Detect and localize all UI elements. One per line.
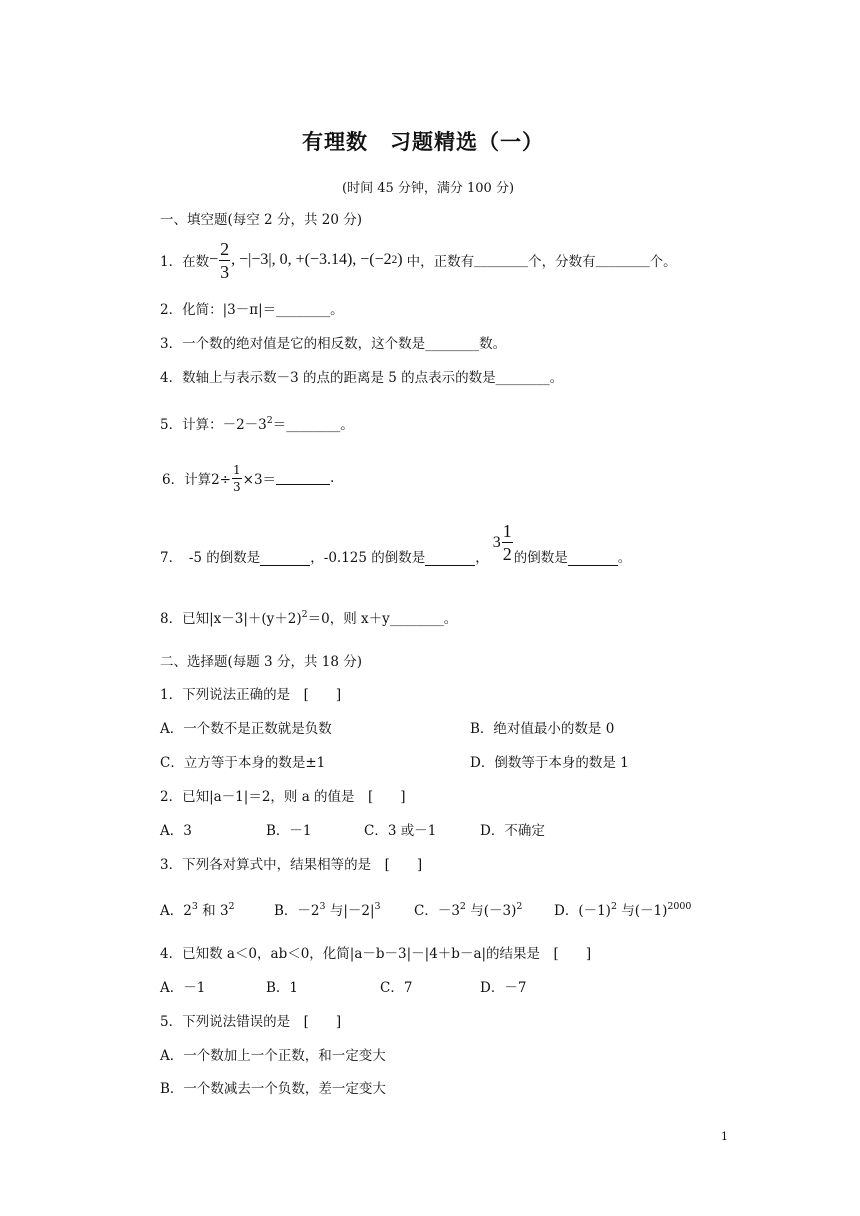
s1-q1-blank2[interactable]: ________ [595, 252, 650, 268]
s1-q8-exp: 2 [301, 609, 308, 620]
s2-q1-stem: 1．下列说法正确的是 [ ] [160, 687, 342, 703]
s2-q3-c-base: C．－3 [414, 903, 460, 919]
s2-q2-option-a[interactable]: A．3 [160, 823, 192, 839]
s1-q5-exp: 2 [266, 415, 273, 426]
s1-q7-mixed-number [493, 522, 514, 563]
s2-q2-option-d[interactable]: D．不确定 [480, 823, 545, 839]
s1-q8-a: 8．已知|x－3|＋(y＋2) [160, 611, 302, 627]
s2-q1-option-d[interactable]: D．倒数等于本身的数是 1 [470, 755, 629, 771]
s2-q3-c-exp2: 2 [516, 901, 523, 912]
s2-q5-stem: 5．下列说法错误的是 [ ] [160, 1014, 342, 1030]
s2-q3-c-rest: 与(－3) [465, 903, 517, 919]
s1-q7-blank3[interactable] [568, 553, 618, 566]
s2-q3-d-rest: 与(－1) [616, 903, 668, 919]
s1-q7-c: ， [475, 550, 489, 566]
s1-q7-e: 。 [617, 550, 632, 566]
s2-q4-option-a[interactable]: A．－1 [160, 980, 206, 996]
page-title: 有理数 习题精选（一） [302, 129, 544, 154]
s2-q4-option-c[interactable]: C．7 [380, 980, 413, 996]
s1-q1-fraction [219, 240, 230, 281]
s1-q7-frac-den: 2 [502, 544, 512, 564]
s1-q1-frac-den: 3 [220, 261, 230, 282]
s1-q6-blank[interactable] [276, 472, 330, 485]
s1-q1-text1: 中，正数有 [406, 254, 475, 270]
s2-q3-a-rest: 和 3 [197, 903, 229, 919]
s1-q1-frac-num: 2 [220, 238, 230, 259]
s1-q8-b: ＝0，则 x＋y________。 [307, 611, 458, 627]
s1-q6-rest: ×3＝ [242, 472, 277, 488]
s2-q5-option-a[interactable]: A．一个数加上一个正数，和一定变大 [160, 1048, 386, 1064]
s2-q1-option-a[interactable]: A．一个数不是正数就是负数 [160, 721, 332, 737]
s1-q6-frac-den: 3 [233, 479, 241, 494]
s1-q7-d: 的倒数是 [513, 550, 568, 566]
s1-q7-blank1[interactable] [260, 553, 310, 566]
s2-q3-option-d[interactable] [554, 899, 691, 919]
section1-header: 一、填空题(每空 2 分，共 20 分) [160, 212, 362, 228]
s2-q3-d-base: D．(－1) [554, 903, 611, 919]
s2-q3-d-exp2: 2000 [667, 901, 692, 912]
s1-q7-blank2[interactable] [425, 553, 475, 566]
s2-q3-b-base: B．－2 [274, 903, 320, 919]
s1-q1-text3: 个。 [649, 254, 677, 270]
s2-q3-a-exp2: 2 [228, 901, 235, 912]
s2-q2-stem: 2．已知|a－1|＝2，则 a 的值是 [ ] [160, 789, 406, 805]
s1-q8 [160, 607, 457, 627]
s1-q1-math-rest: , −|−3|, 0, +(−3.14), −(−2 [231, 251, 392, 268]
s1-q6 [162, 458, 334, 498]
s2-q4-option-b[interactable]: B．1 [266, 980, 299, 996]
s2-q4-option-d[interactable]: D．－7 [480, 980, 527, 996]
s1-q7 [160, 522, 631, 570]
s2-q3-c-exp1: 2 [459, 901, 466, 912]
s1-q7-a: 7． -5 的倒数是 [160, 550, 261, 566]
s2-q5-option-b[interactable]: B．一个数减去一个负数，差一定变大 [160, 1081, 386, 1097]
s1-q1-math-close: ) [397, 251, 403, 268]
s2-q3-option-c[interactable] [414, 899, 522, 919]
s1-q1-blank1[interactable]: ________ [474, 252, 529, 268]
s2-q2-option-c[interactable]: C．3 或－1 [364, 823, 437, 839]
page-subtitle: (时间 45 分钟，满分 100 分) [342, 181, 515, 196]
s1-q7-frac-num: 1 [502, 521, 512, 541]
s1-q6-frac-num: 1 [233, 462, 241, 477]
s2-q3-b-rest: 与|－2| [325, 903, 375, 919]
s1-q5 [160, 413, 354, 433]
s1-q7-b: ，-0.125 的倒数是 [310, 550, 426, 566]
s2-q3-b-exp1: 3 [319, 901, 326, 912]
s2-q3-option-a[interactable] [160, 899, 235, 919]
page-number: 1 [721, 1130, 728, 1143]
s1-q5-b: ＝________。 [272, 417, 354, 433]
s1-q1-text2: 个，分数有 [528, 254, 596, 270]
s1-q1-lead: 1．在数 [160, 254, 210, 270]
s1-q6-end: . [330, 470, 335, 486]
s1-q7-whole: 3 [492, 533, 501, 551]
s1-q2: 2．化简：|3－π|＝________。 [160, 302, 344, 318]
s2-q2-option-b[interactable]: B．－1 [266, 823, 312, 839]
s1-q6-fraction [232, 464, 242, 493]
s2-q3-b-exp2: 3 [374, 901, 381, 912]
s2-q3-stem: 3．下列各对算式中，结果相等的是 [ ] [160, 857, 423, 873]
s2-q1-option-c[interactable]: C．立方等于本身的数是±1 [160, 755, 326, 771]
s2-q3-a-exp1: 3 [191, 901, 198, 912]
s1-q1-minus: − [209, 251, 219, 268]
s1-q4: 4．数轴上与表示数－3 的点的距离是 5 的点表示的数是________。 [160, 370, 564, 386]
s1-q6-lead: 6．计算2÷ [162, 472, 231, 488]
s1-q3: 3．一个数的绝对值是它的相反数，这个数是________数。 [160, 336, 507, 352]
s2-q3-option-b[interactable] [274, 899, 381, 919]
s2-q3-a-base: A．2 [160, 903, 192, 919]
s1-q5-a: 5．计算：－2－3 [160, 417, 267, 433]
s2-q1-option-b[interactable]: B．绝对值最小的数是 0 [470, 721, 615, 737]
s2-q4-stem: 4．已知数 a＜0，ab＜0，化简|a－b－3|－|4＋b－a|的结果是 [ ] [160, 946, 592, 962]
section2-header: 二、选择题(每题 3 分，共 18 分) [160, 654, 362, 670]
s1-q1-math: − $\frac{2}{3}$ , −|−3|, 0, +(−3.14), −(−2 2 ) [209, 238, 403, 282]
s2-q3-d-exp1: 2 [610, 901, 617, 912]
s1-q1 [160, 238, 677, 282]
s1-q7-fraction [502, 522, 513, 563]
